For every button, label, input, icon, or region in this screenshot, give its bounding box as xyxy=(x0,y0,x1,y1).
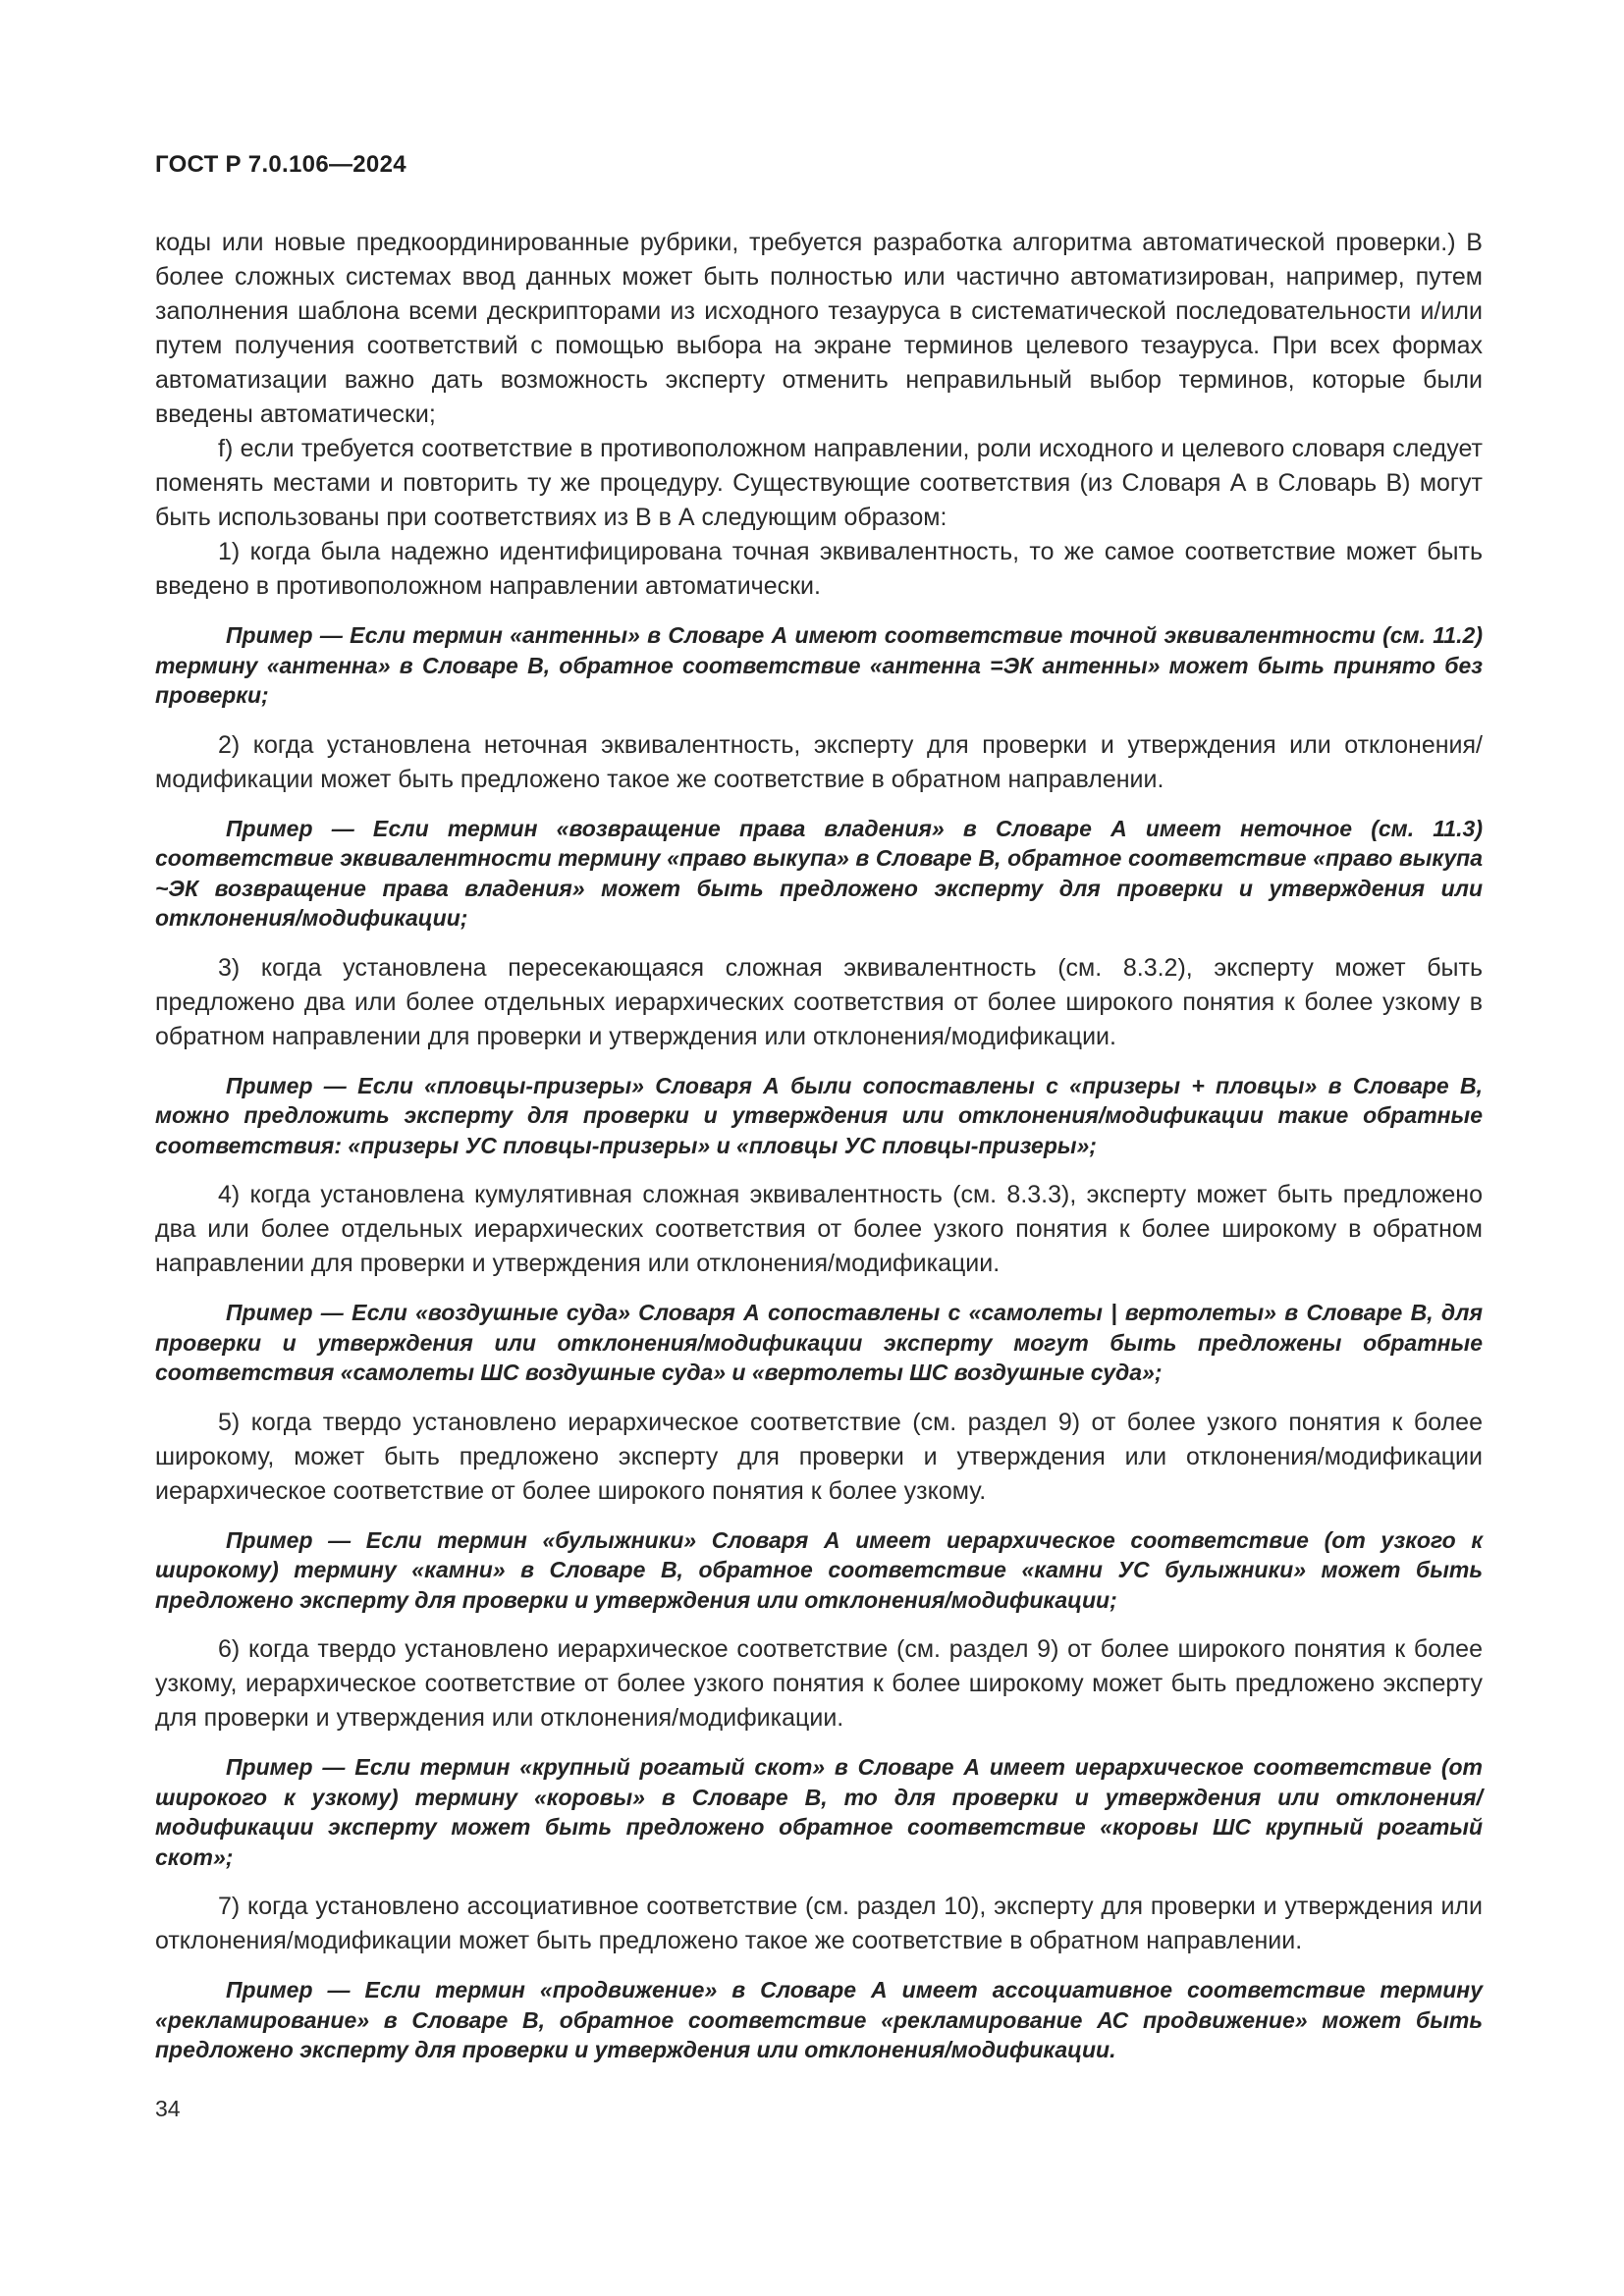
list-item-1: 1) когда была надежно идентифицирована точная эквивалентность, то же самое соответствие может быть введено в противоположном направлении автоматически. xyxy=(155,538,1483,600)
document-page xyxy=(155,0,1483,2296)
example-2: Пример — Если термин «возвращение права владения» в Словаре А имеет неточное (см. 11.3) соответствие эквивалентности термину «право выкупа» в Словаре В, обратное соответствие «право выкупа ~ЭК возвращение права владения» может быть предложено эксперту для проверки и утверждения или отклонения/модификации; xyxy=(155,815,1483,931)
list-item-3: 3) когда установлена пересекающаяся сложная эквивалентность (см. 8.3.2), эксперту может быть предложено два или более отдельных иерархических соответствия от более широкого понятия к более узкому в обратном направлении для проверки и утверждения или отклонения/модификации. xyxy=(155,953,1483,1050)
list-item-6: 6) когда твердо установлено иерархическое соответствие (см. раздел 9) от более широкого понятия к более узкому, иерархическое соответствие от более узкого понятия к более широкому может быть предложено эксперту для проверки и утверждения или отклонения/модификации. xyxy=(155,1635,1483,1732)
page-number: 34 xyxy=(155,2096,181,2121)
example-5: Пример — Если термин «булыжники» Словаря А имеет иерархическое соответствие (от узкого к широкому) термину «камни» в Словаре В, обратное соответствие «камни УС булыжники» может быть предложено эксперту для проверки и утверждения или отклонения/модификации; xyxy=(155,1526,1483,1613)
list-item-2: 2) когда установлена неточная эквивалентность, эксперту для проверки и утверждения или отклонения/модификации может быть предложено такое же соответствие в обратном направлении. xyxy=(155,730,1483,793)
list-item-5: 5) когда твердо установлено иерархическое соответствие (см. раздел 9) от более узкого понятия к более широкому, может быть предложено эксперту для проверки и утверждения или отклонения/модификации иерархическое соответствие от более широкого понятия к более узкому. xyxy=(155,1408,1483,1505)
list-item-4: 4) когда установлена кумулятивная сложная эквивалентность (см. 8.3.3), эксперту может быть предложено два или более отдельных иерархических соответствия от более узкого понятия к более широкому в обратном направлении для проверки и утверждения или отклонения/модификации. xyxy=(155,1181,1483,1277)
example-3: Пример — Если «пловцы-призеры» Словаря А были сопоставлены с «призеры + пловцы» в Словаре В, можно предложить эксперту для проверки и утверждения или отклонения/модификации такие обратные соответствия: «призеры УС пловцы-призеры» и «пловцы УС пловцы-призеры»; xyxy=(155,1072,1483,1158)
paragraph-f: f) если требуется соответствие в противоположном направлении, роли исходного и целевого словаря следует поменять местами и повторить ту же процедуру. Существующие соответствия (из Словаря А в Словарь В) могут быть использованы при соответствиях из В в А следующим образом: xyxy=(155,435,1483,531)
example-7: Пример — Если термин «продвижение» в Словаре А имеет ассоциативное соответствие термину «рекламирование» в Словаре В, обратное соответствие «рекламирование АС продвижение» может быть предложено эксперту для проверки и утверждения или отклонения/модификации. xyxy=(155,1977,1483,2062)
document-body xyxy=(155,226,1483,2083)
example-6: Пример — Если термин «крупный рогатый скот» в Словаре А имеет иерархическое соответствие (от широкого к узкому) термину «коровы» в Словаре В, то для проверки и утверждения или отклонения/модификации эксперту может быть предложено обратное соответствие «коровы ШС крупный рогатый скот»; xyxy=(155,1754,1483,1870)
standard-header: ГОСТ Р 7.0.106—2024 xyxy=(155,151,406,178)
list-item-7: 7) когда установлено ассоциативное соответствие (см. раздел 10), эксперту для проверки и утверждения или отклонения/модификации может быть предложено такое же соответствие в обратном направлении. xyxy=(155,1893,1483,1954)
paragraph-intro: коды или новые предкоординированные рубрики, требуется разработка алгоритма автоматической проверки.) В более сложных системах ввод данных может быть полностью или частично автоматизирован, например, путем заполнения шаблона всеми дескрипторами из исходного тезауруса в систематической последовательности и/или путем получения соответствий с помощью выбора на экране терминов целевого тезауруса. При всех формах автоматизации важно дать возможность эксперту отменить неправильный выбор терминов, которые были введены автоматически; xyxy=(155,229,1483,428)
example-4: Пример — Если «воздушные суда» Словаря А сопоставлены с «самолеты | вертолеты» в Словаре В, для проверки и утверждения или отклонения/модификации эксперту могут быть предложены обратные соответствия «самолеты ШС воздушные суда» и «вертолеты ШС воздушные суда»; xyxy=(155,1300,1483,1385)
example-1: Пример — Если термин «антенны» в Словаре А имеют соответствие точной эквивалентности (см. 11.2) термину «антенна» в Словаре В, обратное соответствие «антенна =ЭК антенны» может быть принято без проверки; xyxy=(155,622,1483,708)
